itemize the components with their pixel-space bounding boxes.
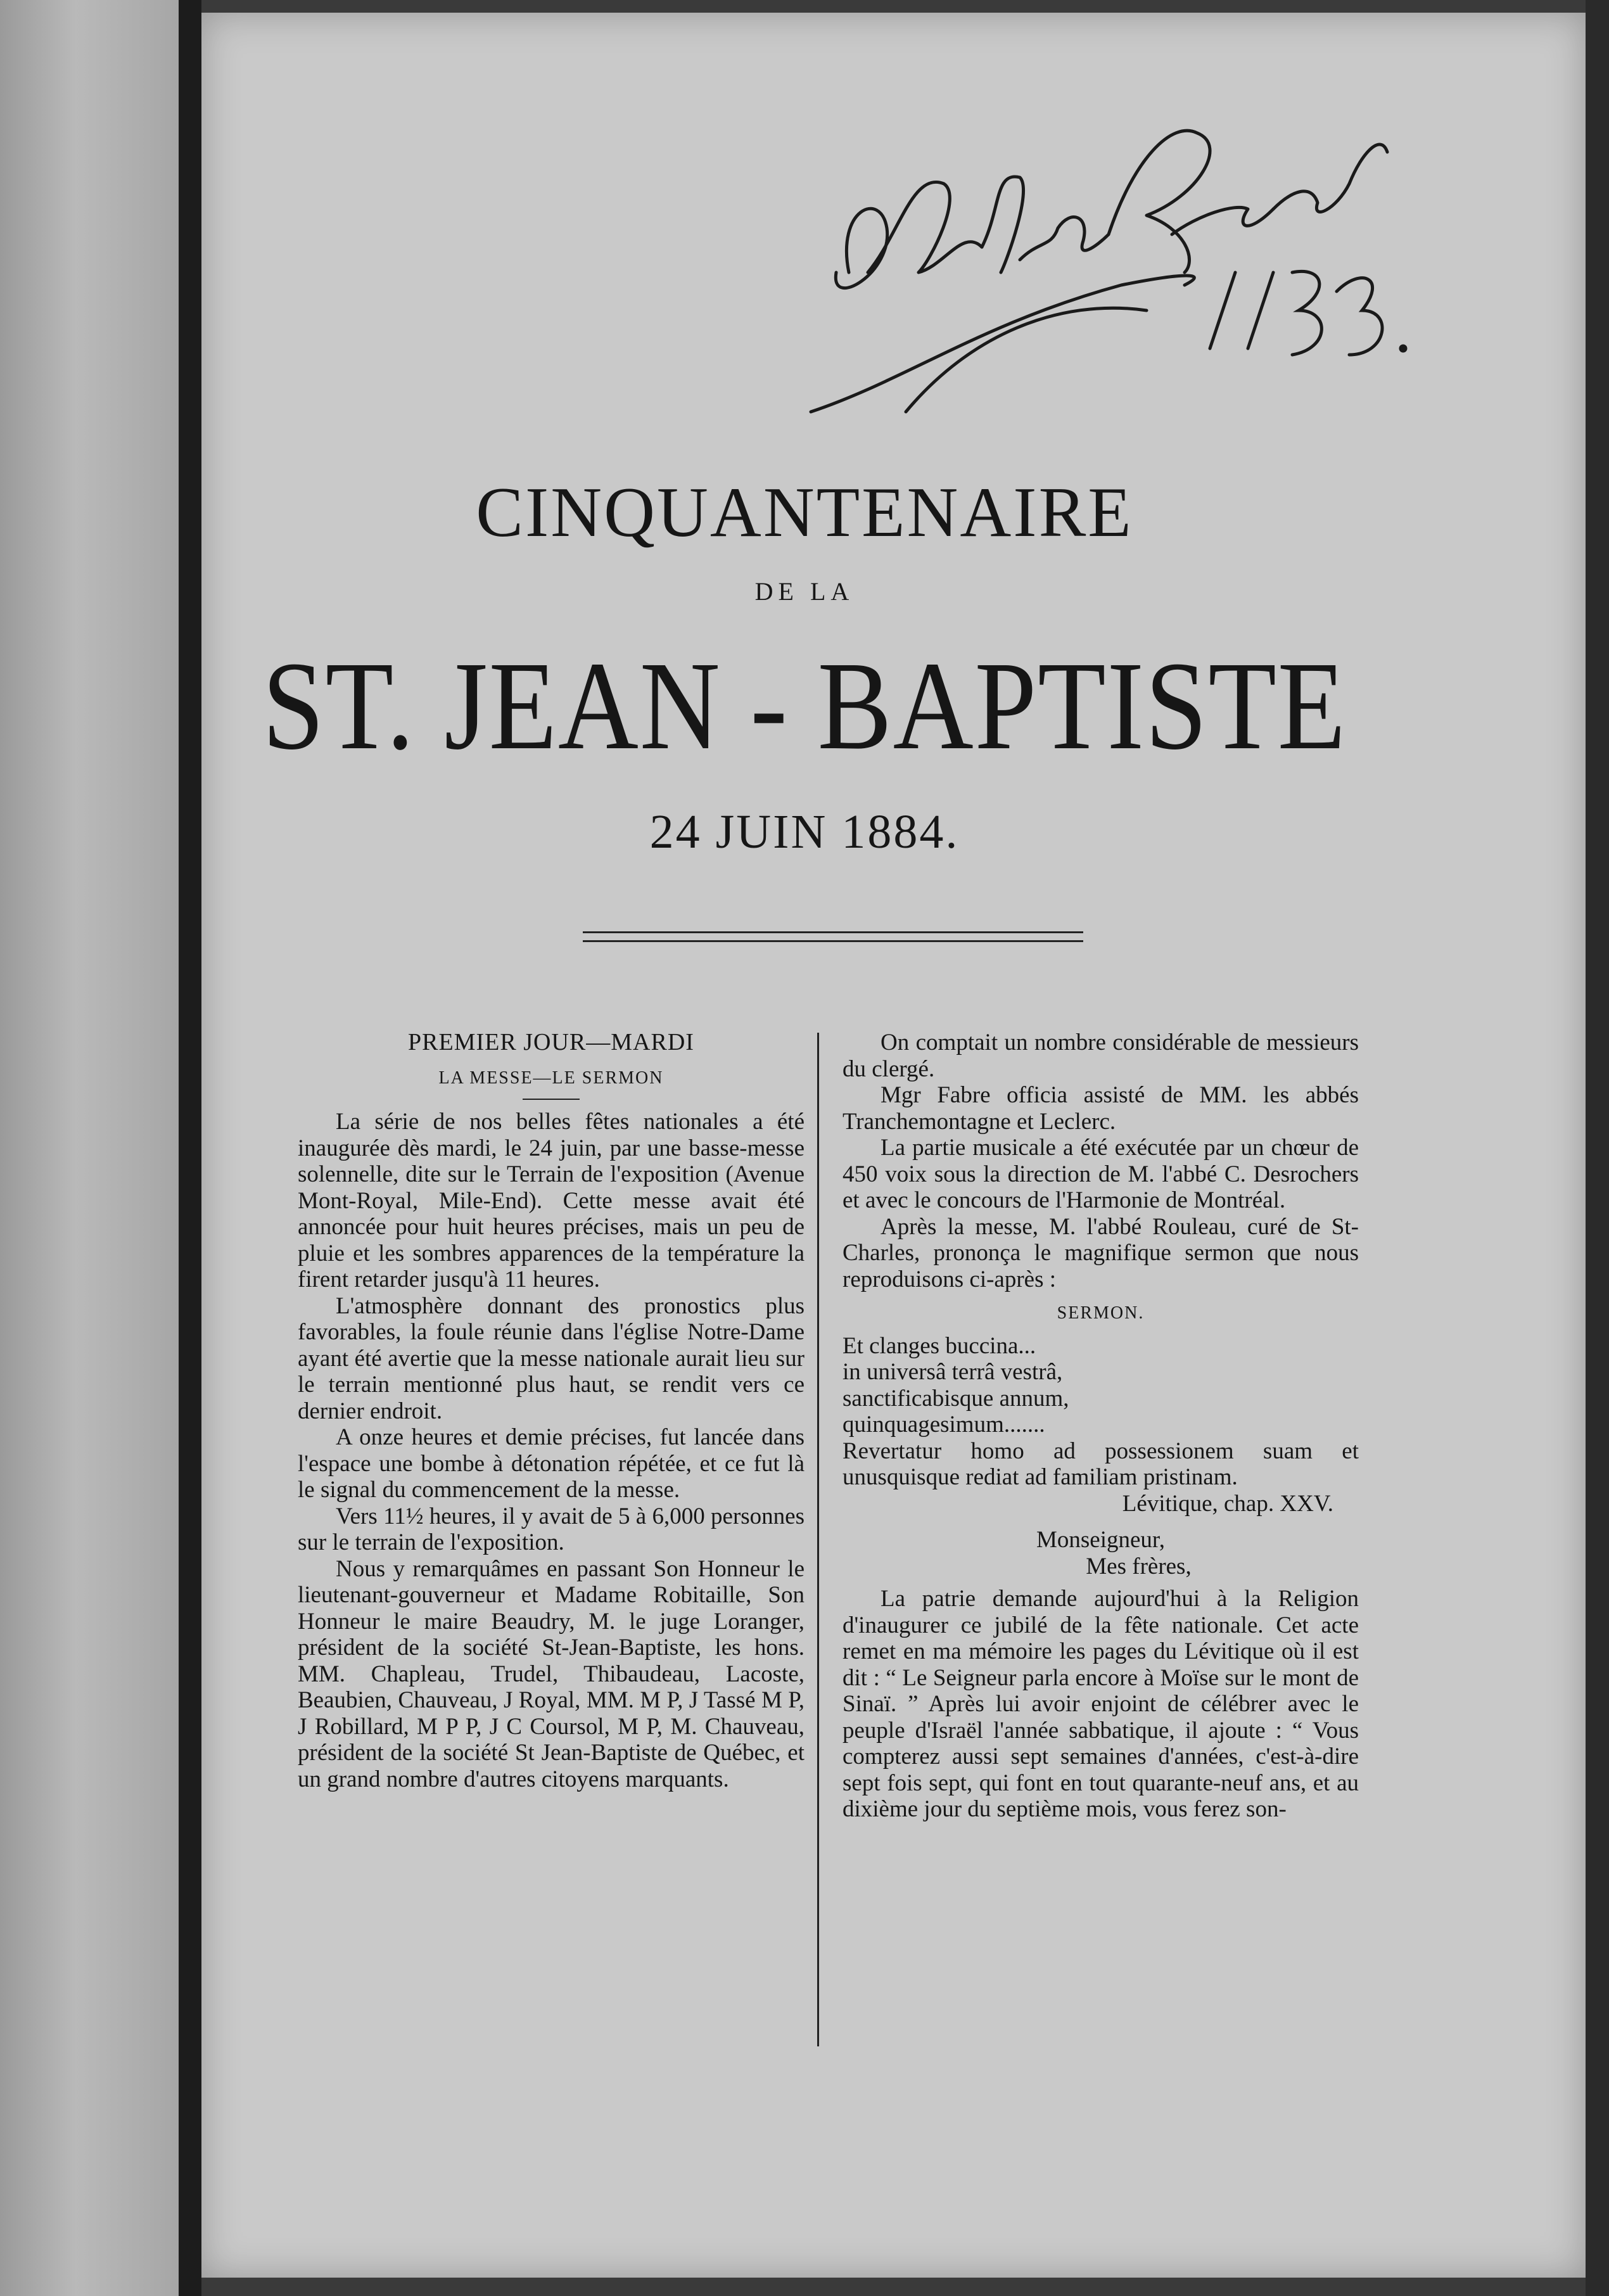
paragraph: Vers 11½ heures, il y avait de 5 à 6,000 personnes sur le terrain de l'exposition. — [298, 1503, 804, 1555]
greeting-monseigneur: Monseigneur, — [1036, 1527, 1165, 1553]
paragraph: Mgr Fabre officia assisté de MM. les abbés Tranchemontagne et Leclerc. — [843, 1082, 1359, 1135]
paragraph: Après la messe, M. l'abbé Rouleau, curé de St-Charles, prononça le magnifique sermon que nous reproduisons ci-après : — [843, 1213, 1359, 1292]
double-rule-top — [583, 931, 1083, 933]
paragraph: La patrie demande aujourd'hui à la Religion d'inaugurer ce jubilé de la fête nationale. Cet acte remet en ma mémoire les pages du Lévitique où il est dit : “ Le Seigneur parla encore à Moïse sur le mont de Sinaï. ” Après lui avoir enjoint de célébrer avec le peuple d'Israël l'année sabbatique, il ajoute : “ Vous compterez aussi sept semaines d'années, c'est-à-dire sept fois sept, qui font en tout quarante-neuf ans, et au dixième jour du septième mois, vous ferez son- — [843, 1586, 1359, 1822]
latin-quote-line: quinquagesimum....... — [843, 1412, 1045, 1438]
latin-quote-line: sanctificabisque annum, — [843, 1385, 1069, 1412]
scan-border-right — [1586, 0, 1609, 2296]
latin-quote-line: in universâ terrâ vestrâ, — [843, 1359, 1063, 1385]
latin-quote-line: Et clanges buccina... — [843, 1332, 1036, 1359]
left-column — [298, 1030, 804, 1792]
right-column — [843, 1030, 1359, 1823]
title-date: 24 JUIN 1884. — [649, 805, 960, 858]
binding-edge — [179, 0, 201, 2296]
paragraph: La série de nos belles fêtes nationales a été inaugurée dès mardi, le 24 juin, par une basse-messe solennelle, dite sur le Terrain de l'exposition (Avenue Mont-Royal, Mile-End). Cette messe avait été annoncée pour huit heures précises, mais un peu de pluie et les sombres apparences de la température la firent retarder jusqu'à 11 heures. — [298, 1109, 804, 1292]
adjacent-page-strip — [0, 0, 190, 2296]
title-de-la: DE LA — [754, 577, 855, 606]
latin-quote-line: Revertatur homo ad possessionem suam et unusquisque rediat ad familiam pristinam. — [843, 1438, 1359, 1490]
greeting-freres: Mes frères, — [1086, 1553, 1192, 1579]
short-rule — [523, 1099, 580, 1100]
sermon-heading: SERMON. — [1057, 1303, 1145, 1323]
title-cinquantenaire: CINQUANTENAIRE — [476, 473, 1133, 552]
paragraph: A onze heures et demie précises, fut lancée dans l'espace une bombe à détonation répétée, et ce fut là le signal du commencement de la messe. — [298, 1424, 804, 1503]
paragraph: L'atmosphère donnant des pronostics plus favorables, la foule réunie dans l'église Notre-Dame ayant été avertie que la messe nationale aurait lieu sur le terrain mentionné plus haut, se rendit vers ce dernier endroit. — [298, 1292, 804, 1424]
paragraph: La partie musicale a été exécutée par un chœur de 450 voix sous la direction de M. l'abbé C. Desrochers et avec le concours de l'Harmonie de Montréal. — [843, 1135, 1359, 1213]
paragraph: Nous y remarquâmes en passant Son Honneur le lieutenant-gouverneur et Madame Robitaille, Son Honneur le maire Beaudry, M. le juge Loranger, président de la société St-Jean-Baptiste, les hons. MM. Chapleau, Trudel, Thibaudeau, Lacoste, Beaubien, Chauveau, J Royal, MM. M P, J Tassé M P, J Robillard, M P P, J C Coursol, M P, M. Chauveau, président de la société St Jean-Baptiste de Québec, et un grand nombre d'autres citoyens marquants. — [298, 1555, 804, 1792]
section-subheading: LA MESSE—LE SERMON — [438, 1068, 664, 1088]
column-divider — [817, 1033, 819, 2046]
double-rule-bottom — [583, 940, 1083, 942]
handwritten-signature — [792, 82, 1425, 437]
paragraph: On comptait un nombre considérable de messieurs du clergé. — [843, 1030, 1359, 1082]
section-heading: PREMIER JOUR—MARDI — [408, 1029, 694, 1056]
quote-reference: Lévitique, chap. XXV. — [1122, 1490, 1333, 1517]
title-st-jean-baptiste: ST. JEAN - BAPTISTE — [262, 636, 1347, 776]
